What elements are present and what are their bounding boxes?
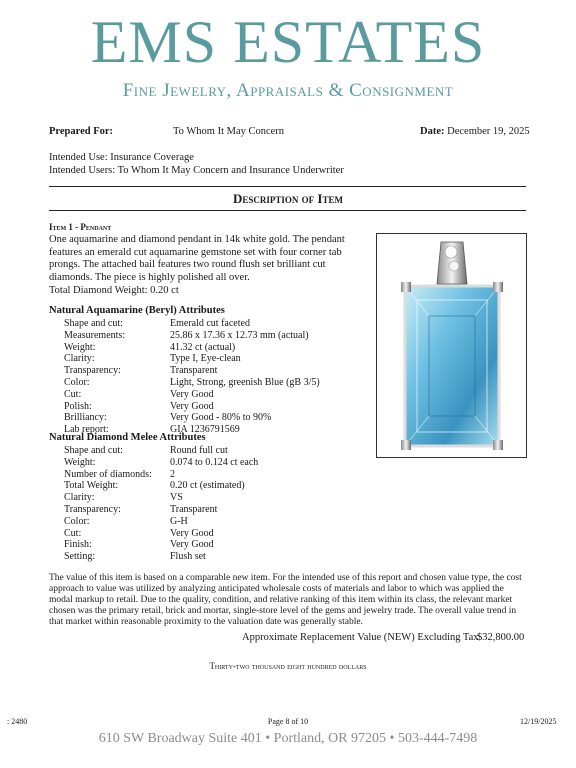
attribute-value: Transparent bbox=[170, 504, 218, 515]
company-logo bbox=[0, 10, 576, 102]
total-diamond-weight: Total Diamond Weight: 0.20 ct bbox=[49, 285, 179, 296]
logo-main-text: EMS ESTATES bbox=[90, 9, 486, 75]
attribute-value: 25.86 x 17.36 x 12.73 mm (actual) bbox=[170, 329, 309, 341]
section-title: Description of Item bbox=[233, 191, 343, 206]
attribute-value: Very Good bbox=[170, 388, 214, 400]
attribute-label: Brilliancy: bbox=[64, 412, 107, 424]
attribute-value: G-H bbox=[170, 515, 188, 527]
section-rule-top bbox=[49, 186, 526, 187]
attribute-label: Color: bbox=[64, 377, 90, 388]
intended-use: Intended Use: Insurance Coverage bbox=[49, 152, 194, 163]
section-rule-bottom bbox=[49, 210, 526, 211]
report-date bbox=[420, 126, 530, 139]
attribute-label: Total Weight: bbox=[64, 480, 119, 492]
attribute-value: 0.20 ct (estimated) bbox=[170, 480, 245, 492]
attribute-label: Setting: bbox=[64, 551, 96, 563]
footer-address: 610 SW Broadway Suite 401 • Portland, OR 97205 • 503-444-7498 bbox=[98, 731, 478, 746]
attribute-value: Round full cut bbox=[170, 445, 228, 456]
attribute-label: Number of diamonds: bbox=[64, 468, 152, 480]
attribute-label: Clarity: bbox=[64, 492, 95, 504]
attribute-value: 2 bbox=[170, 468, 175, 480]
attribute-label: Lab report: bbox=[64, 424, 109, 436]
attribute-label: Cut: bbox=[64, 388, 82, 400]
value-in-words: Thirty-two thousand eight hundred dollars bbox=[209, 661, 367, 671]
page-number: Page 8 of 10 bbox=[267, 717, 309, 726]
attribute-value: Very Good bbox=[170, 400, 214, 412]
attribute-value: 0.074 to 0.124 ct each bbox=[170, 456, 259, 468]
attribute-label: Transparency: bbox=[64, 365, 121, 377]
prepared-for-value: To Whom It May Concern bbox=[173, 126, 285, 137]
prepared-for-label: Prepared For: bbox=[49, 126, 114, 137]
attribute-label: Polish: bbox=[64, 400, 92, 412]
pendant-image bbox=[377, 234, 526, 457]
attribute-value: Very Good bbox=[170, 539, 214, 551]
attribute-label: Shape and cut: bbox=[64, 445, 123, 456]
attribute-value: Flush set bbox=[170, 551, 206, 563]
attribute-value: Type I, Eye-clean bbox=[170, 353, 241, 365]
diamond-heading: Natural Diamond Melee Attributes bbox=[49, 432, 206, 443]
attribute-label: Finish: bbox=[64, 539, 92, 551]
valuation-text: The value of this item is based on a comparable new item. For the intended use of this report and chosen value type, the cost approach to value was utilized by analyzing anticipated wholesale costs of materials and labor to which was applied the modal markup to retail. Due to the quality, condition, and relative ranking of this item within its class, the relevant market chosen was the primary retail, brick and mortar, single-store level of the gems and jewelry trade. The overall value trend in that market within reasonable proximity to the valuation date was generally stable. bbox=[49, 573, 522, 627]
footer-date: 12/19/2025 bbox=[520, 717, 557, 726]
attribute-label: Shape and cut: bbox=[64, 318, 123, 329]
attribute-label: Transparency: bbox=[64, 504, 121, 515]
attribute-label: Color: bbox=[64, 515, 90, 527]
replacement-value-label: Approximate Replacement Value (NEW) Excluding Tax bbox=[242, 632, 479, 643]
attribute-label: Weight: bbox=[64, 456, 96, 468]
item-title: Item 1 - Pendant bbox=[49, 222, 112, 232]
pendant-photo bbox=[376, 233, 527, 458]
item-description: One aquamarine and diamond pendant in 14k white gold. The pendant features an emerald cut aquamarine gemstone set with four corner tab prongs. The attached bail features two round flush set brilliant cut diamonds. The piece is highly polished all over. bbox=[49, 234, 345, 283]
attribute-value: Emerald cut faceted bbox=[170, 318, 250, 329]
attribute-value: Transparent bbox=[170, 365, 218, 377]
attribute-label: Clarity: bbox=[64, 353, 95, 365]
attribute-label: Measurements: bbox=[64, 329, 126, 341]
attribute-value: GIA 1236791569 bbox=[170, 424, 240, 436]
attribute-value: VS bbox=[170, 492, 183, 504]
date-label: Date: bbox=[420, 126, 445, 137]
footer-ref: : 2480 bbox=[7, 717, 28, 726]
attribute-label: Cut: bbox=[64, 527, 82, 539]
aquamarine-heading: Natural Aquamarine (Beryl) Attributes bbox=[49, 305, 225, 316]
attribute-label: Weight: bbox=[64, 341, 96, 353]
attribute-value: Light, Strong, greenish Blue (gB 3/5) bbox=[170, 377, 320, 388]
attribute-value: Very Good bbox=[170, 527, 214, 539]
attribute-value: 41.32 ct (actual) bbox=[170, 341, 236, 353]
date-value: December 19, 2025 bbox=[447, 126, 530, 137]
replacement-value-amount: $32,800.00 bbox=[477, 632, 525, 643]
logo-tagline: Fine Jewelry, Appraisals & Consignment bbox=[122, 80, 454, 101]
intended-users: Intended Users: To Whom It May Concern and Insurance Underwriter bbox=[49, 165, 344, 176]
attribute-value: Very Good - 80% to 90% bbox=[170, 412, 272, 424]
